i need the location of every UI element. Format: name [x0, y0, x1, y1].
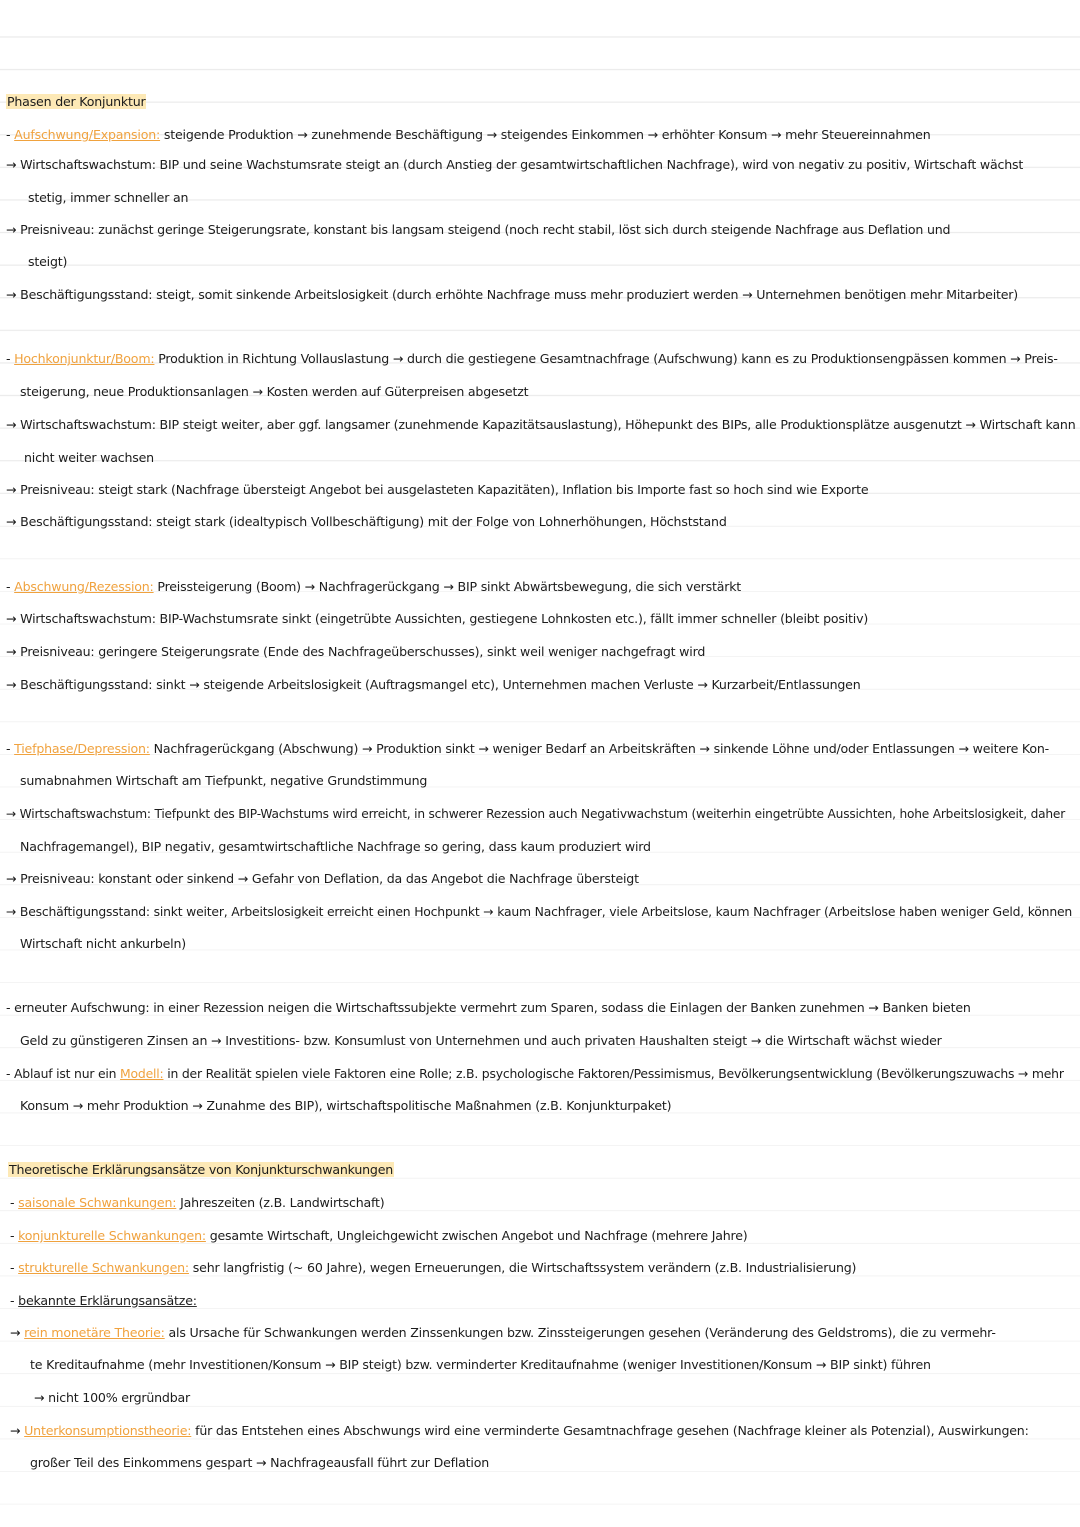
unterkonsum-label: Unterkonsumptionstheorie:: [24, 1423, 192, 1438]
boom-line-4: nicht weiter wachsen: [24, 450, 154, 465]
saisonal-label: saisonale Schwankungen:: [18, 1195, 177, 1210]
aufschwung-line-6: → Beschäftigungsstand: steigt, somit sinkende Arbeitslosigkeit (durch erhöhte Nachfrage muss mehr produziert werden → Unternehmen benötigen mehr Mitarbeiter): [6, 287, 1018, 302]
abschwung-line-3: → Preisniveau: geringere Steigerungsrate (Ende des Nachfrageüberschusses), sinkt weil weniger nachgefragt wird: [6, 644, 706, 659]
depression-line-3: → Wirtschaftswachstum: Tiefpunkt des BIP-Wachstums wird erreicht, in schwerer Rezession auch Negativwachstum (weiterhin eingetrübte Aussichten, hohe Arbeitslosigkeit, daher: [6, 807, 1066, 821]
strukturell-text: sehr langfristig (~ 60 Jahre), wegen Erneuerungen, die Wirtschaftssystem verändern (z.B. Industrialisierung): [192, 1260, 857, 1275]
aufschwung-again-line-2: Geld zu günstigeren Zinsen an → Investitions- bzw. Konsumlust von Unternehmen und auch privaten Haushalten steigt → die Wirtschaft wächst wieder: [20, 1033, 942, 1048]
monetaer-line-2: te Kreditaufnahme (mehr Investitionen/Konsum → BIP steigt) bzw. verminderter Kreditaufnahme (weniger Investitionen/Konsum → BIP sinkt) führen: [30, 1357, 931, 1372]
boom-line-3: → Wirtschaftswachstum: BIP steigt weiter, aber ggf. langsamer (zunehmende Kapazitätsauslastung), Höhepunkt des BIPs, alle Produktionsplätze ausgenutzt → Wirtschaft kann: [6, 417, 1076, 432]
monetaer-text: als Ursache für Schwankungen werden Zinssenkungen bzw. Zinssteigerungen gesehen (Veränderung des Geldstroms), die zu vermehr-: [168, 1325, 996, 1340]
unterkonsum-line: → Unterkonsumptionstheorie: für das Entstehen eines Abschwungs wird eine verminderte Gesamtnachfrage gesehen (Nachfrage kleiner als Potenzial), Auswirkungen:: [10, 1423, 1029, 1438]
abschwung-heading-line: - Abschwung/Rezession: Preissteigerung (Boom) → Nachfragerückgang → BIP sinkt Abwärtsbewegung, die sich verstärkt: [6, 579, 742, 594]
unterkonsum-text: für das Entstehen eines Abschwungs wird eine verminderte Gesamtnachfrage gesehen (Nachfrage kleiner als Potenzial), Auswirkungen:: [195, 1423, 1029, 1438]
theory-title: [8, 1162, 394, 1178]
aufschwung-heading-line: - Aufschwung/Expansion: steigende Produktion → zunehmende Beschäftigung → steigendes Einkommen → erhöhter Konsum → mehr Steuereinnahmen: [6, 127, 931, 142]
boom-line-2: steigerung, neue Produktionsanlagen → Kosten werden auf Güterpreisen abgesetzt: [20, 384, 529, 399]
depression-line-5: → Preisniveau: konstant oder sinkend → Gefahr von Deflation, da das Angebot die Nachfrage übersteigt: [6, 871, 639, 886]
aufschwung-line-2: → Wirtschaftswachstum: BIP und seine Wachstumsrate steigt an (durch Anstieg der gesamtwirtschaftlichen Nachfrage), wird von negativ zu positiv, Wirtschaft wächst: [6, 157, 1024, 172]
strukturell-line: - strukturelle Schwankungen: sehr langfristig (~ 60 Jahre), wegen Erneuerungen, die Wirtschaftssystem verändern (z.B. Industrialisierung): [10, 1260, 857, 1275]
ablauf-line-2: Konsum → mehr Produktion → Zunahme des BIP), wirtschaftspolitische Maßnahmen (z.B. Konjunkturpaket): [20, 1098, 672, 1113]
monetaer-line: → rein monetäre Theorie: als Ursache für Schwankungen werden Zinssenkungen bzw. Zinssteigerungen gesehen (Veränderung des Geldstroms), die zu vermehr-: [10, 1325, 996, 1340]
depression-heading-line: - Tiefphase/Depression: Nachfragerückgang (Abschwung) → Produktion sinkt → weniger Bedarf an Arbeitskräften → sinkende Löhne und/oder Entlassungen → weitere Kon-: [6, 741, 1049, 756]
modell-label: Modell:: [120, 1066, 164, 1081]
boom-label: Hochkonjunktur/Boom:: [14, 351, 155, 366]
ablauf-pre: - Ablauf ist nur ein: [6, 1066, 117, 1081]
boom-line-5: → Preisniveau: steigt stark (Nachfrage übersteigt Angebot bei ausgelasteten Kapazitäten), Inflation bis Importe fast so hoch sind wie Exporte: [6, 482, 869, 497]
saisonal-line: - saisonale Schwankungen: Jahreszeiten (z.B. Landwirtschaft): [10, 1195, 385, 1210]
aufschwung-again-line-1: - erneuter Aufschwung: in einer Rezession neigen die Wirtschaftssubjekte vermehrt zum Sparen, sodass die Einlagen der Banken zunehmen → Banken bieten: [6, 1000, 971, 1015]
page-title: [6, 94, 146, 110]
abschwung-label: Abschwung/Rezession:: [14, 579, 154, 594]
ablauf-post: in der Realität spielen viele Faktoren eine Rolle; z.B. psychologische Faktoren/Pessimismus, Bevölkerungsentwicklung (Bevölkerungszuwachs → mehr: [167, 1066, 1064, 1081]
depression-label: Tiefphase/Depression:: [14, 741, 150, 756]
depression-line-2: sumabnahmen Wirtschaft am Tiefpunkt, negative Grundstimmung: [20, 773, 428, 788]
title-text: Phasen der Konjunktur: [7, 94, 146, 109]
aufschwung-line-5: steigt): [28, 254, 68, 269]
depression-line-4: Nachfragemangel), BIP negativ, gesamtwirtschaftliche Nachfrage so gering, dass kaum produziert wird: [20, 839, 651, 854]
konjunkturell-text: gesamte Wirtschaft, Ungleichgewicht zwischen Angebot und Nachfrage (mehrere Jahre): [209, 1228, 748, 1243]
unterkonsum-line-2: großer Teil des Einkommens gespart → Nachfrageausfall führt zur Deflation: [30, 1455, 490, 1470]
aufschwung-label: Aufschwung/Expansion:: [14, 127, 161, 142]
konjunkturell-label: konjunkturelle Schwankungen:: [18, 1228, 206, 1243]
erklaerungsansaetze-label: bekannte Erklärungsansätze:: [18, 1293, 197, 1308]
konjunkturell-line: - konjunkturelle Schwankungen: gesamte Wirtschaft, Ungleichgewicht zwischen Angebot und Nachfrage (mehrere Jahre): [10, 1228, 748, 1243]
aufschwung-line-4: → Preisniveau: zunächst geringe Steigerungsrate, konstant bis langsam steigend (noch recht stabil, löst sich durch steigende Nachfrage aus Deflation und: [6, 222, 951, 237]
aufschwung-line-3: stetig, immer schneller an: [28, 190, 189, 205]
abschwung-line-4: → Beschäftigungsstand: sinkt → steigende Arbeitslosigkeit (Auftragsmangel etc), Unternehmen machen Verluste → Kurzarbeit/Entlassungen: [6, 677, 861, 692]
saisonal-text: Jahreszeiten (z.B. Landwirtschaft): [180, 1195, 385, 1210]
monetaer-line-3: → nicht 100% ergründbar: [34, 1390, 191, 1405]
strukturell-label: strukturelle Schwankungen:: [18, 1260, 189, 1275]
depression-text: Nachfragerückgang (Abschwung) → Produktion sinkt → weniger Bedarf an Arbeitskräften → sinkende Löhne und/oder Entlassungen → weitere Kon-: [153, 741, 1049, 756]
abschwung-text: Preissteigerung (Boom) → Nachfragerückgang → BIP sinkt Abwärtsbewegung, die sich verstärkt: [157, 579, 742, 594]
depression-line-7: Wirtschaft nicht ankurbeln): [20, 936, 186, 951]
depression-line-6: → Beschäftigungsstand: sinkt weiter, Arbeitslosigkeit erreicht einen Hochpunkt → kaum Nachfrager, viele Arbeitslose, kaum Nachfrager (Arbeitslose haben weniger Geld, können: [6, 904, 1073, 919]
abschwung-line-2: → Wirtschaftswachstum: BIP-Wachstumsrate sinkt (eingetrübte Aussichten, gestiegene Lohnkosten etc.), fällt immer schneller (bleibt positiv): [6, 611, 869, 626]
aufschwung-text: steigende Produktion → zunehmende Beschäftigung → steigendes Einkommen → erhöhter Konsum → mehr Steuereinnahmen: [163, 127, 931, 142]
theory-title-text: Theoretische Erklärungsansätze von Konjunkturschwankungen: [9, 1162, 394, 1177]
boom-line-6: → Beschäftigungsstand: steigt stark (idealtypisch Vollbeschäftigung) mit der Folge von Lohnerhöhungen, Höchststand: [6, 514, 727, 529]
erklaerungsansaetze-line: - bekannte Erklärungsansätze:: [10, 1293, 197, 1308]
monetaer-label: rein monetäre Theorie:: [24, 1325, 165, 1340]
ablauf-line: [6, 1066, 1064, 1082]
boom-heading-line: - Hochkonjunktur/Boom: Produktion in Richtung Vollauslastung → durch die gestiegene Gesamtnachfrage (Aufschwung) kann es zu Produktionsengpässen kommen → Preis-: [6, 351, 1058, 366]
boom-text: Produktion in Richtung Vollauslastung → durch die gestiegene Gesamtnachfrage (Aufschwung) kann es zu Produktionsengpässen kommen → Preis-: [158, 351, 1058, 366]
